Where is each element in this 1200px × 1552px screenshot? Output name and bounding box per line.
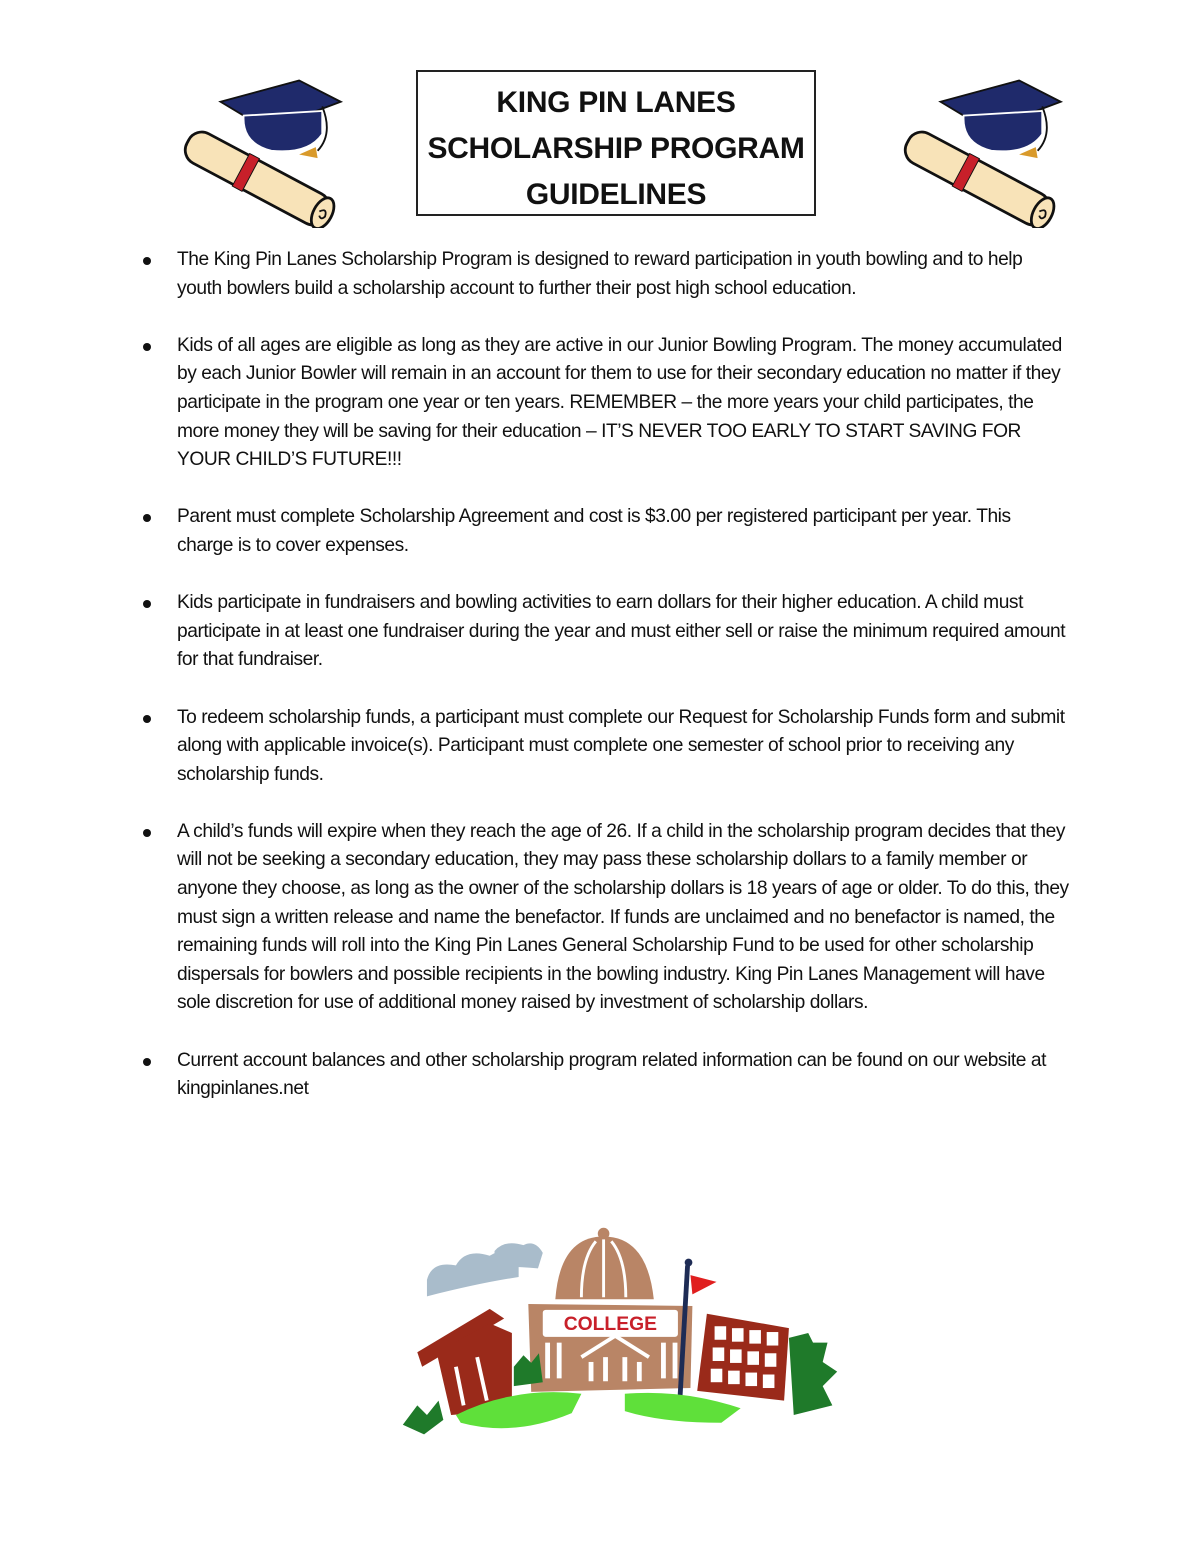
bullet-icon (143, 715, 151, 723)
list-item (140, 246, 1070, 303)
list-item (140, 704, 1070, 790)
list-item-text: Kids of all ages are eligible as long as they are active in our Junior Bowling Program. The money accumulated by each Junior Bowler will remain in an account for them to use for their secondary education no matter if they participate in the program one year or ten years. REMEMBER – the more years your child participates, the more money they will be saving for their education – IT’S NEVER TOO EARLY TO START SAVING FOR YOUR CHILD’S FUTURE!!! (177, 334, 1062, 471)
college-building-illustration (395, 1222, 845, 1444)
bullet-icon (143, 343, 151, 351)
page-title-line-3: GUIDELINES (525, 178, 707, 211)
list-item (140, 818, 1070, 1018)
list-item-text: To redeem scholarship funds, a participant must complete our Request for Scholarship Funds form and submit along with applicable invoice(s). Participant must complete one semester of school prior to receiving any scholarship funds. (177, 706, 1065, 785)
page-title-line-1: KING PIN LANES (496, 86, 736, 119)
bullet-icon (143, 257, 151, 265)
college-sign: COLLEGE (563, 1314, 657, 1336)
list-item-text: The King Pin Lanes Scholarship Program is designed to reward participation in youth bowling and to help youth bowlers build a scholarship account to further their post high school education. (177, 249, 1023, 299)
list-item (140, 332, 1070, 475)
title-box (416, 70, 816, 216)
guidelines-list (140, 246, 1070, 1132)
graduation-cap-diploma-icon (885, 68, 1070, 228)
bullet-icon (143, 829, 151, 837)
list-item (140, 503, 1070, 560)
list-item-text: Kids participate in fundraisers and bowling activities to earn dollars for their higher education. A child must participate in at least one fundraiser during the year and must either sell or raise the minimum required amount for that fundraiser. (177, 592, 1066, 671)
list-item-text: Parent must complete Scholarship Agreement and cost is $3.00 per registered participant per year. This charge is to cover expenses. (177, 506, 1011, 556)
list-item (140, 1047, 1070, 1104)
graduation-cap-diploma-icon (165, 68, 350, 228)
bullet-icon (143, 600, 151, 608)
list-item-text: Current account balances and other scholarship program related information can be found on our website at kingpinlanes.net (177, 1049, 1046, 1100)
page-title-line-2: SCHOLARSHIP PROGRAM (427, 132, 805, 165)
bullet-icon (143, 514, 151, 522)
list-item (140, 589, 1070, 675)
bullet-icon (143, 1058, 151, 1066)
list-item-text: A child’s funds will expire when they reach the age of 26. If a child in the scholarship program decides that they will not be seeking a secondary education, they may pass these scholarship dollars to a family member or anyone they choose, as long as the owner of the scholarship dollars is 18 years of age or older. To do this, they must sign a written release and name the benefactor. If funds are unclaimed and no benefactor is named, the remaining funds will roll into the King Pin Lanes General Scholarship Fund to be used for other scholarship dispersals for bowlers and possible recipients in the bowling industry. King Pin Lanes Management will have sole discretion for use of additional money raised by investment of scholarship dollars. (177, 820, 1069, 1014)
